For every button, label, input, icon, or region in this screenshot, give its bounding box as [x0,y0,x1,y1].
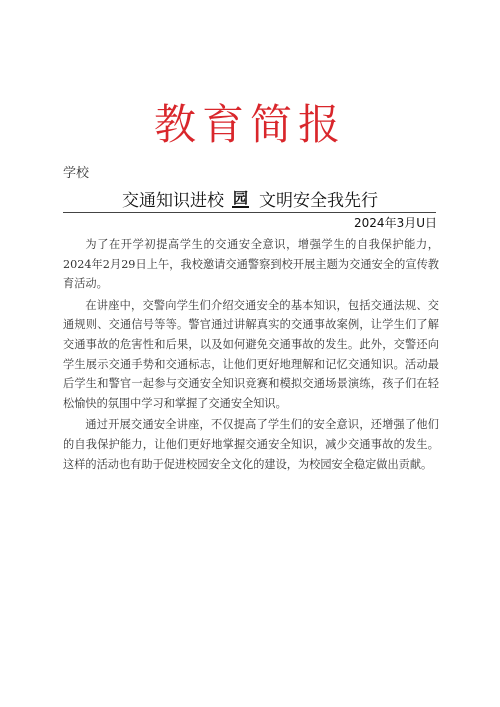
headline-part-2: 文明安全我先行 [259,191,378,211]
article-headline [0,189,500,213]
paragraph-1: 为了在开学初提高学生的交通安全意识，增强学生的自我保护能力，2024年2月29日上午，我校邀请交通警察到校开展主题为交通安全的宣传教育活动。 [63,238,439,291]
masthead-title: 教育简报 [153,100,346,149]
article-date: 2024年3月U日 [354,216,437,230]
paragraph-2: 在讲座中，交警向学生们介绍交通安全的基本知识，包括交通法规、交通规则、交通信号等等。警官通过讲解真实的交通事故案例，让学生们了解交通事故的危害性和后果，以及如何避免交通事故的发生。此外，交警还向学生展示交通手势和交通标志，让他们更好地理解和记忆交通知识。活动最后学生和警官一起参与交通安全知识竞赛和模拟交通场景演练，孩子们在轻松愉快的氛围中学习和掌握了交通安全知识。 [63,298,439,410]
school-name: 学校 [63,166,90,181]
headline-part-1: 交通知识进校 [121,191,224,211]
headline-divider [63,212,436,213]
paragraph-3: 通过开展交通安全讲座，不仅提高了学生们的安全意识，还增强了他们的自我保护能力，让他们更好地掌握交通安全知识，减少交通事故的发生。这样的活动也有助于促进校园安全文化的建设，为校园安全稳定做出贡献。 [63,418,439,471]
article-body [63,235,439,476]
headline-garden-glyph: 园 [232,189,248,207]
